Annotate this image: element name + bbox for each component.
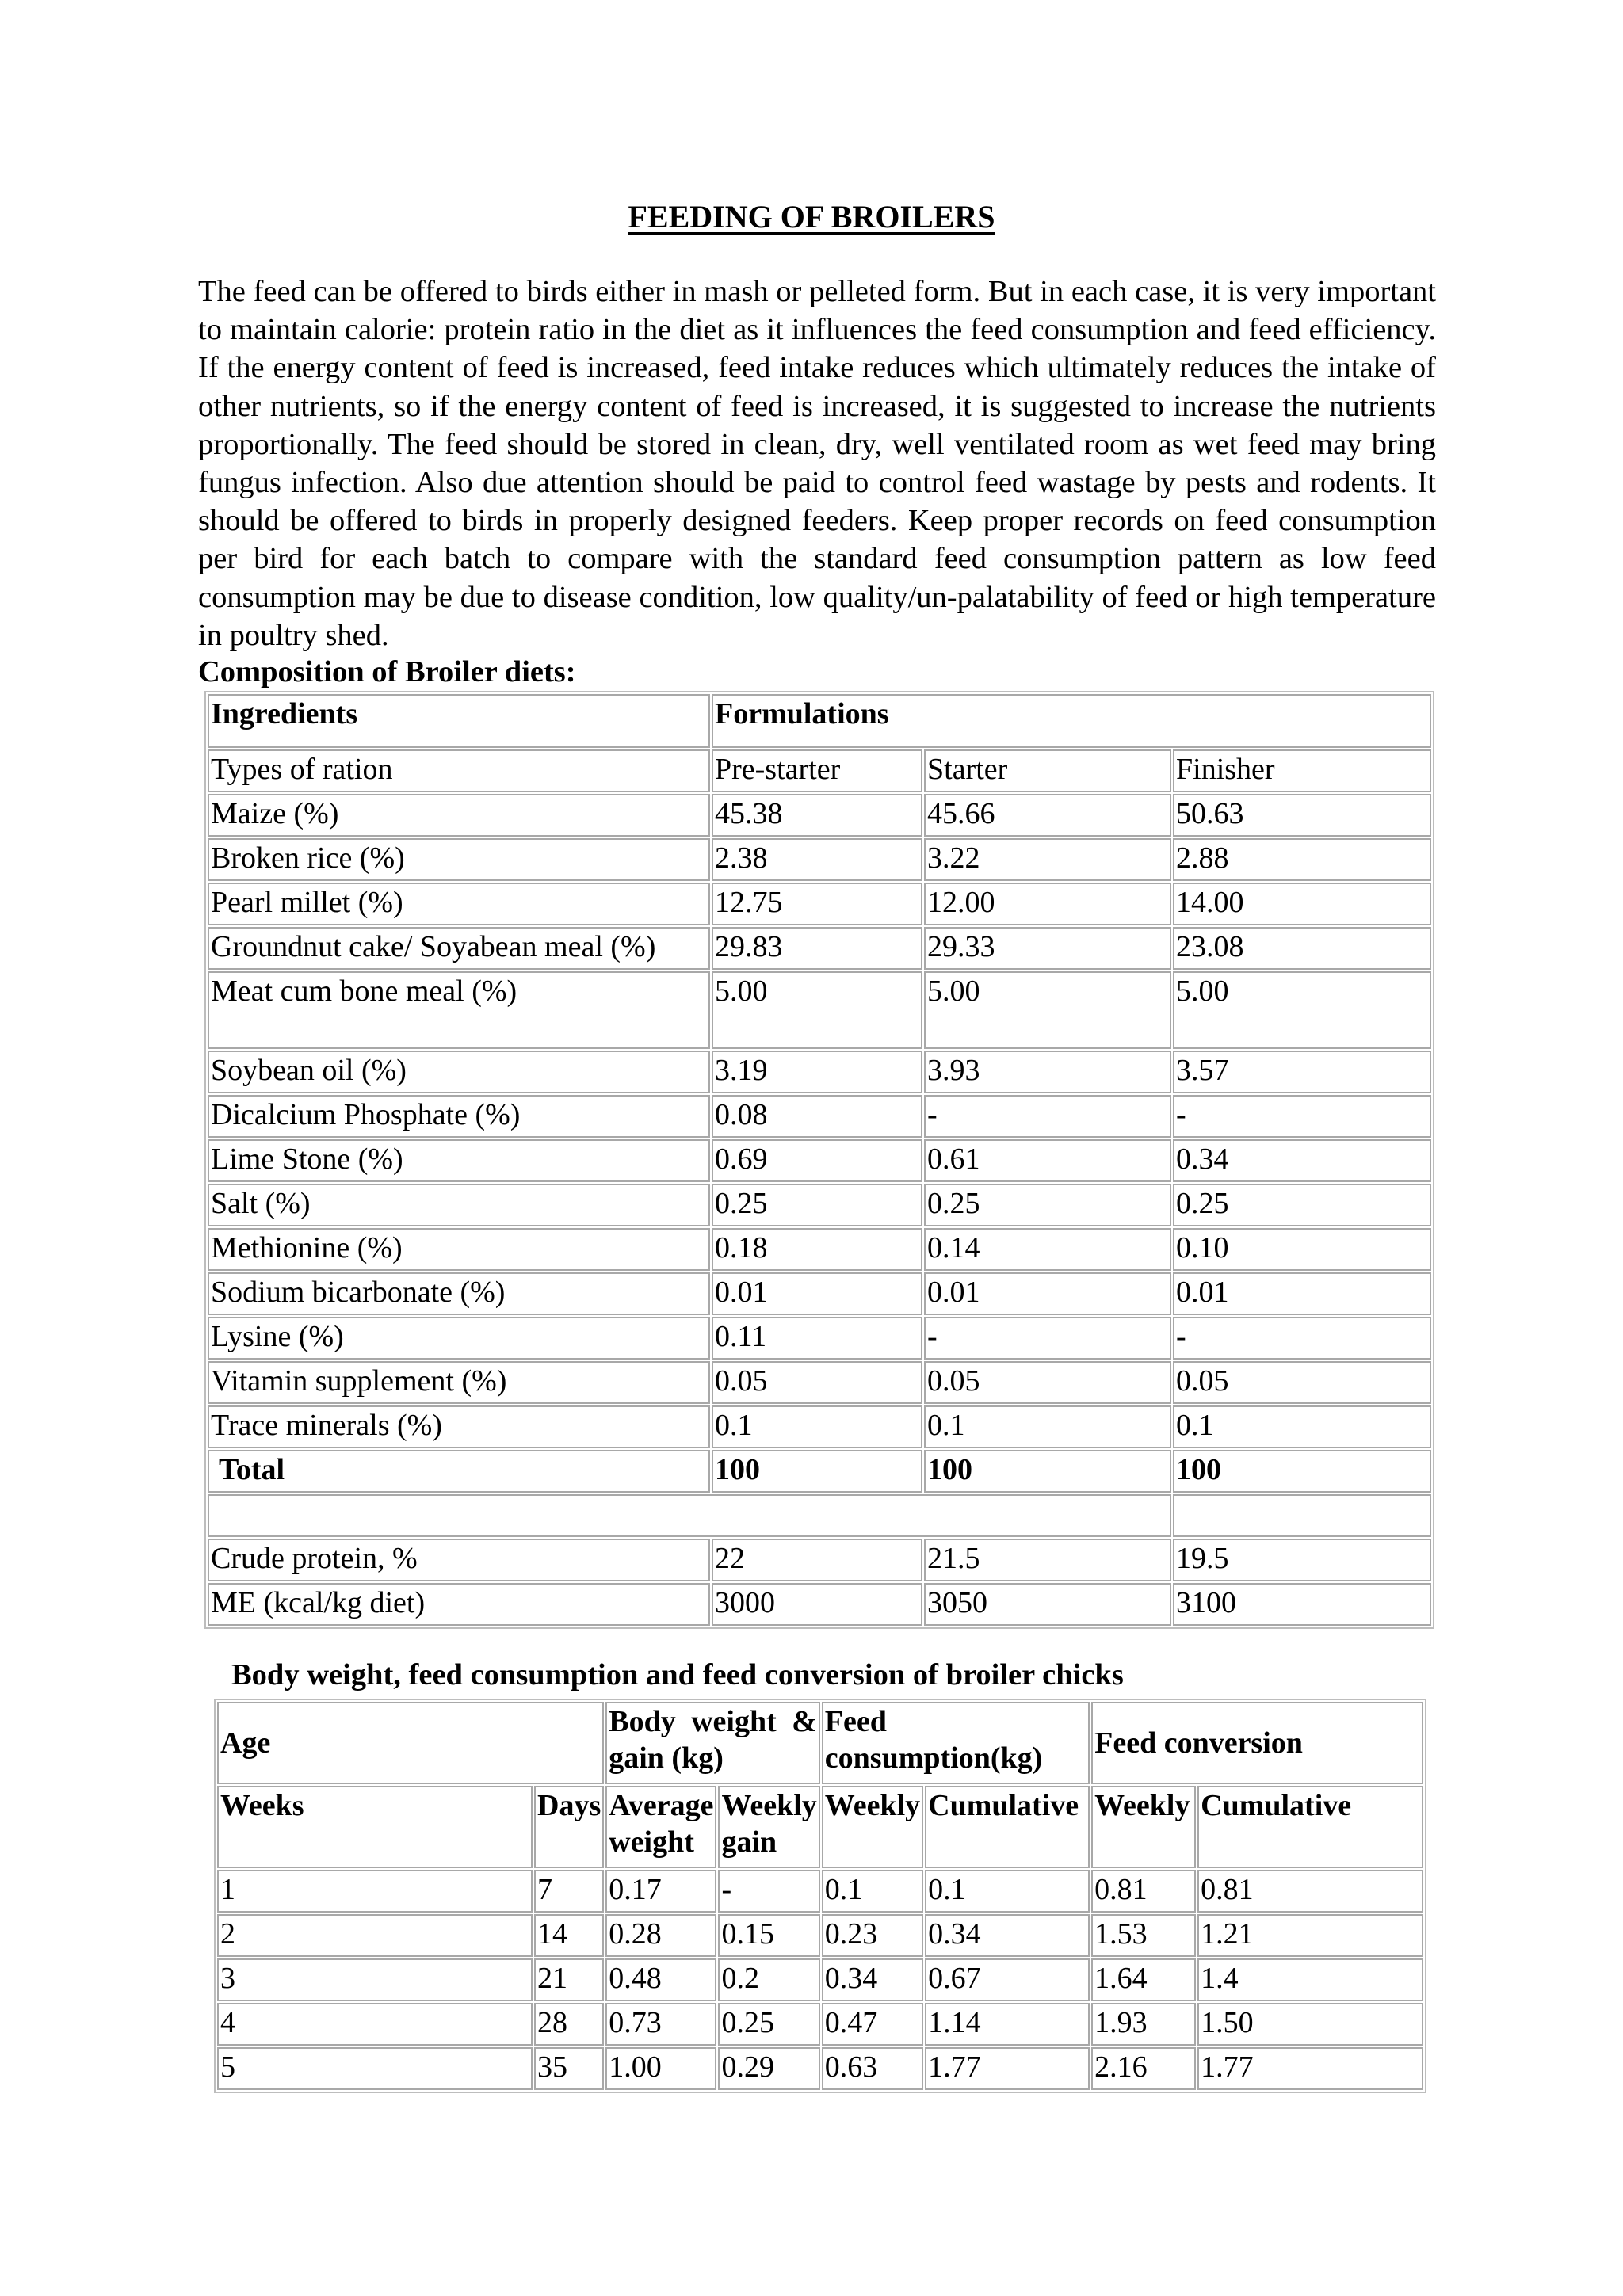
row-value: 3.57: [1173, 1051, 1431, 1093]
ingredient-row: [208, 1139, 1431, 1182]
row-value: 50.63: [1173, 794, 1431, 837]
row-value: 0.10: [1173, 1228, 1431, 1271]
subheader-cell: Weeks: [217, 1786, 533, 1868]
row-label: Trace minerals (%): [208, 1405, 710, 1448]
row-value: 3000: [712, 1583, 922, 1626]
week-cell: 0.81: [1091, 1870, 1196, 1913]
week-cell: 1.50: [1197, 2003, 1423, 2046]
ration-label: Types of ration: [208, 749, 710, 792]
row-value: 0.1: [712, 1405, 922, 1448]
week-cell: -: [718, 1870, 819, 1913]
subheader-cell: Average weight: [605, 1786, 716, 1868]
row-value: 3.22: [924, 838, 1171, 881]
composition-heading: Composition of Broiler diets:: [198, 655, 576, 688]
week-cell: 0.34: [925, 1914, 1090, 1957]
ingredient-row: [208, 1095, 1431, 1138]
row-value: 0.1: [1173, 1405, 1431, 1448]
bodyweight-table: [214, 1699, 1426, 2093]
row-value: 0.01: [1173, 1272, 1431, 1315]
row-value: 0.25: [1173, 1184, 1431, 1226]
week-cell: 0.17: [605, 1870, 716, 1913]
spacer-row: [208, 1494, 1431, 1537]
row-value: 3.93: [924, 1051, 1171, 1093]
row-value: 5.00: [1173, 971, 1431, 1049]
week-cell: 0.63: [822, 2047, 923, 2090]
row-label: Methionine (%): [208, 1228, 710, 1271]
row-value: 22: [712, 1539, 922, 1581]
week-cell: 1.77: [1197, 2047, 1423, 2090]
row-value: 0.05: [924, 1361, 1171, 1404]
row-value: 0.05: [712, 1361, 922, 1404]
row-value: 14.00: [1173, 883, 1431, 925]
week-cell: 1.53: [1091, 1914, 1196, 1957]
row-label: Meat cum bone meal (%): [208, 971, 710, 1049]
week-cell: 0.15: [718, 1914, 819, 1957]
row-label: Soybean oil (%): [208, 1051, 710, 1093]
row-value: 45.38: [712, 794, 922, 837]
row-label: Broken rice (%): [208, 838, 710, 881]
row-value: 29.33: [924, 927, 1171, 970]
week-cell: 0.81: [1197, 1870, 1423, 1913]
body-weight-group-header: Body weight & gain (kg): [605, 1702, 820, 1784]
row-value: 12.75: [712, 883, 922, 925]
ingredient-row: [208, 971, 1431, 1049]
empty-cell: [208, 1494, 1171, 1537]
subheader-cell: Cumulative: [925, 1786, 1090, 1868]
row-value: 0.01: [924, 1272, 1171, 1315]
row-value: 0.61: [924, 1139, 1171, 1182]
week-row: [217, 1870, 1423, 1913]
composition-table: [204, 691, 1434, 1629]
week-row: [217, 1914, 1423, 1957]
page-title: [0, 195, 1623, 239]
week-cell: 7: [534, 1870, 604, 1913]
row-value: 0.69: [712, 1139, 922, 1182]
ingredient-row: [208, 1317, 1431, 1360]
formulations-header: Formulations: [712, 694, 1431, 748]
ingredients-header: Ingredients: [208, 694, 710, 748]
ingredient-row: [208, 794, 1431, 837]
total-row: [208, 1450, 1431, 1493]
row-value: 5.00: [712, 971, 922, 1049]
composition-header-row: [208, 694, 1431, 748]
week-cell: 1.77: [925, 2047, 1090, 2090]
page-title-text: FEEDING OF BROILERS: [628, 199, 995, 235]
ingredient-row: [208, 883, 1431, 925]
row-value: 19.5: [1173, 1539, 1431, 1581]
ingredient-row: [208, 1051, 1431, 1093]
row-label: Lysine (%): [208, 1317, 710, 1360]
nutrient-row: [208, 1539, 1431, 1581]
row-value: -: [1173, 1317, 1431, 1360]
row-value: 23.08: [1173, 927, 1431, 970]
week-cell: 3: [217, 1958, 533, 2001]
row-label: Vitamin supplement (%): [208, 1361, 710, 1404]
row-label: Maize (%): [208, 794, 710, 837]
week-cell: 0.1: [925, 1870, 1090, 1913]
ingredient-row: [208, 1361, 1431, 1404]
bodyweight-subheader-row: [217, 1786, 1423, 1868]
row-label: Sodium bicarbonate (%): [208, 1272, 710, 1315]
week-cell: 0.48: [605, 1958, 716, 2001]
week-cell: 0.34: [822, 1958, 923, 2001]
subheader-cell: Cumulative: [1197, 1786, 1423, 1868]
row-label: Dicalcium Phosphate (%): [208, 1095, 710, 1138]
row-label: Lime Stone (%): [208, 1139, 710, 1182]
row-value: 0.05: [1173, 1361, 1431, 1404]
week-cell: 0.1: [822, 1870, 923, 1913]
feed-conversion-group-header: Feed conversion: [1091, 1702, 1423, 1784]
row-value: -: [1173, 1095, 1431, 1138]
row-value: 100: [712, 1450, 922, 1493]
row-value: 0.34: [1173, 1139, 1431, 1182]
ingredient-row: [208, 1272, 1431, 1315]
row-value: 0.25: [712, 1184, 922, 1226]
week-cell: 14: [534, 1914, 604, 1957]
row-value: 0.1: [924, 1405, 1171, 1448]
row-value: 3.19: [712, 1051, 922, 1093]
bodyweight-heading: Body weight, feed consumption and feed conversion of broiler chicks: [231, 1658, 1124, 1691]
week-cell: 0.23: [822, 1914, 923, 1957]
week-cell: 0.28: [605, 1914, 716, 1957]
row-value: 0.01: [712, 1272, 922, 1315]
intro-paragraph: The feed can be offered to birds either in mash or pelleted form. But in each case, it is very important to maintain calorie: protein ratio in the diet as it influences the feed consumption and feed efficiency. If the energy content of feed is increased, feed intake reduces which ultimately reduces the intake of other nutrients, so if the energy content of feed is increased, it is suggested to increase the nutrients proportionally. The feed should be stored in clean, dry, well ventilated room as wet feed may bring fungus infection. Also due attention should be paid to control feed wastage by pests and rodents. It should be offered to birds in properly designed feeders. Keep proper records on feed consumption per bird for each batch to compare with the standard feed consumption pattern as low feed consumption may be due to disease condition, low quality/un-palatability of feed or high temperature in poultry shed.: [198, 275, 1436, 652]
row-label: Pearl millet (%): [208, 883, 710, 925]
ration-types-row: [208, 749, 1431, 792]
subheader-cell: Weekly: [822, 1786, 923, 1868]
row-value: 3050: [924, 1583, 1171, 1626]
row-value: 45.66: [924, 794, 1171, 837]
ingredient-row: [208, 838, 1431, 881]
week-row: [217, 1958, 1423, 2001]
week-cell: 0.29: [718, 2047, 819, 2090]
week-cell: 0.2: [718, 1958, 819, 2001]
week-cell: 2.16: [1091, 2047, 1196, 2090]
week-row: [217, 2047, 1423, 2090]
ingredient-row: [208, 1184, 1431, 1226]
row-value: 3100: [1173, 1583, 1431, 1626]
age-group-header: Age: [217, 1702, 604, 1784]
ration-type: Starter: [924, 749, 1171, 792]
ration-type: Finisher: [1173, 749, 1431, 792]
row-value: 0.14: [924, 1228, 1171, 1271]
empty-cell: [1173, 1494, 1431, 1537]
row-label: Groundnut cake/ Soyabean meal (%): [208, 927, 710, 970]
subheader-cell: Days: [534, 1786, 604, 1868]
week-cell: 1.93: [1091, 2003, 1196, 2046]
row-value: 0.08: [712, 1095, 922, 1138]
week-cell: 35: [534, 2047, 604, 2090]
row-value: 0.25: [924, 1184, 1171, 1226]
bodyweight-group-header-row: [217, 1702, 1423, 1784]
row-value: 12.00: [924, 883, 1171, 925]
row-label: Salt (%): [208, 1184, 710, 1226]
week-cell: 4: [217, 2003, 533, 2046]
week-cell: 1.4: [1197, 1958, 1423, 2001]
ingredient-row: [208, 1228, 1431, 1271]
row-label: ME (kcal/kg diet): [208, 1583, 710, 1626]
ingredient-row: [208, 927, 1431, 970]
week-cell: 1.00: [605, 2047, 716, 2090]
row-value: 2.38: [712, 838, 922, 881]
row-value: 5.00: [924, 971, 1171, 1049]
week-row: [217, 2003, 1423, 2046]
week-cell: 1.14: [925, 2003, 1090, 2046]
week-cell: 0.47: [822, 2003, 923, 2046]
row-value: -: [924, 1317, 1171, 1360]
feed-consumption-group-header: Feed consumption(kg): [822, 1702, 1090, 1784]
nutrient-row: [208, 1583, 1431, 1626]
week-cell: 5: [217, 2047, 533, 2090]
row-value: 100: [924, 1450, 1171, 1493]
row-value: 29.83: [712, 927, 922, 970]
week-cell: 0.67: [925, 1958, 1090, 2001]
row-value: 100: [1173, 1450, 1431, 1493]
row-label: Crude protein, %: [208, 1539, 710, 1581]
ration-type: Pre-starter: [712, 749, 922, 792]
row-label: Total: [208, 1450, 710, 1493]
week-cell: 28: [534, 2003, 604, 2046]
week-cell: 0.25: [718, 2003, 819, 2046]
week-cell: 1: [217, 1870, 533, 1913]
week-cell: 0.73: [605, 2003, 716, 2046]
row-value: 21.5: [924, 1539, 1171, 1581]
week-cell: 1.64: [1091, 1958, 1196, 2001]
row-value: 0.11: [712, 1317, 922, 1360]
week-cell: 2: [217, 1914, 533, 1957]
subheader-cell: Weekly gain: [718, 1786, 819, 1868]
week-cell: 21: [534, 1958, 604, 2001]
row-value: 0.18: [712, 1228, 922, 1271]
row-value: 2.88: [1173, 838, 1431, 881]
subheader-cell: Weekly: [1091, 1786, 1196, 1868]
week-cell: 1.21: [1197, 1914, 1423, 1957]
ingredient-row: [208, 1405, 1431, 1448]
row-value: -: [924, 1095, 1171, 1138]
